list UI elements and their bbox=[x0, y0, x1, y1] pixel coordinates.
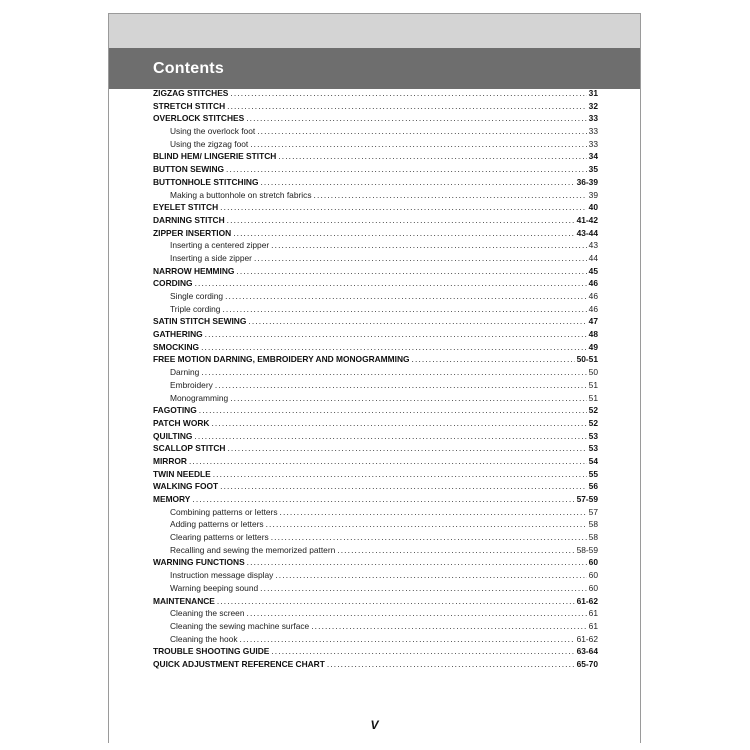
toc-entry-label: BLIND HEM/ LINGERIE STITCH bbox=[153, 151, 277, 162]
toc-entry[interactable] bbox=[153, 480, 598, 493]
toc-subentry[interactable] bbox=[153, 506, 598, 519]
toc-entry-label: TWIN NEEDLE bbox=[153, 468, 211, 479]
toc-entry-page: 60 bbox=[588, 582, 598, 593]
toc-entry-label: Using the zigzag foot bbox=[170, 138, 249, 149]
toc-entry-page: 53 bbox=[588, 430, 598, 441]
dot-leader bbox=[246, 112, 586, 125]
toc-entry[interactable] bbox=[153, 163, 598, 176]
toc-entry-label: PATCH WORK bbox=[153, 417, 210, 428]
toc-entry[interactable] bbox=[153, 341, 598, 354]
dot-leader bbox=[247, 607, 587, 620]
toc-entry-label: MEMORY bbox=[153, 494, 191, 504]
toc-subentry[interactable] bbox=[153, 620, 598, 633]
toc-entry[interactable] bbox=[153, 214, 598, 227]
toc-subentry[interactable] bbox=[153, 569, 598, 582]
toc-entry-label: Using the overlock foot bbox=[170, 126, 256, 137]
dot-leader bbox=[227, 214, 575, 227]
toc-entry[interactable] bbox=[153, 201, 598, 214]
toc-entry-page: 58 bbox=[588, 519, 598, 530]
toc-entry-label: Inserting a side zipper bbox=[170, 252, 252, 263]
toc-entry-page: 60 bbox=[588, 570, 598, 581]
toc-entry-page: 52 bbox=[588, 405, 598, 416]
toc-entry-page: 43 bbox=[588, 240, 598, 251]
title-bar bbox=[109, 48, 640, 89]
toc-entry[interactable] bbox=[153, 328, 598, 341]
toc-entry-label: Inserting a centered zipper bbox=[170, 240, 270, 251]
dot-leader bbox=[215, 379, 587, 392]
toc-entry-label: Warning beeping sound bbox=[170, 582, 259, 593]
toc-entry-page: 43-44 bbox=[576, 227, 598, 238]
dot-leader bbox=[227, 100, 587, 113]
dot-leader bbox=[192, 493, 574, 506]
dot-leader bbox=[271, 239, 587, 252]
toc-entry[interactable] bbox=[153, 556, 598, 569]
toc-entry-page: 46 bbox=[588, 278, 598, 289]
toc-entry[interactable] bbox=[153, 150, 598, 163]
toc-entry-label: OVERLOCK STITCHES bbox=[153, 113, 245, 124]
toc-entry-label: SMOCKING bbox=[153, 341, 200, 352]
toc-entry-label: Clearing patterns or letters bbox=[170, 532, 269, 543]
toc-entry[interactable] bbox=[153, 645, 598, 658]
table-of-contents bbox=[153, 87, 598, 671]
toc-entry-page: 36-39 bbox=[576, 176, 598, 187]
toc-entry-page: 44 bbox=[588, 252, 598, 263]
toc-entry-page: 57 bbox=[588, 506, 598, 517]
toc-entry-label: DARNING STITCH bbox=[153, 214, 225, 225]
toc-entry-label: BUTTON SEWING bbox=[153, 164, 225, 175]
toc-entry-label: WALKING FOOT bbox=[153, 481, 219, 492]
toc-entry-label: QUILTING bbox=[153, 430, 193, 441]
toc-entry-page: 61-62 bbox=[576, 595, 598, 606]
dot-leader bbox=[271, 645, 574, 658]
toc-entry-page: 46 bbox=[588, 303, 598, 314]
toc-entry-label: Monogramming bbox=[170, 392, 229, 403]
toc-entry-page: 49 bbox=[588, 341, 598, 352]
dot-leader bbox=[278, 150, 586, 163]
toc-entry-label: FAGOTING bbox=[153, 405, 197, 416]
toc-entry-label: Cleaning the screen bbox=[170, 608, 245, 619]
toc-entry-label: Embroidery bbox=[170, 379, 213, 390]
document-page bbox=[108, 13, 641, 743]
dot-leader bbox=[233, 227, 574, 240]
dot-leader bbox=[225, 290, 587, 303]
toc-entry-page: 56 bbox=[588, 481, 598, 492]
toc-subentry[interactable] bbox=[153, 392, 598, 405]
dot-leader bbox=[311, 620, 586, 633]
dot-leader bbox=[201, 366, 586, 379]
dot-leader bbox=[201, 341, 587, 354]
page-title: Contents bbox=[153, 59, 224, 77]
toc-subentry[interactable] bbox=[153, 607, 598, 620]
toc-entry-label: MIRROR bbox=[153, 455, 187, 466]
toc-subentry[interactable] bbox=[153, 531, 598, 544]
dot-leader bbox=[240, 633, 575, 646]
dot-leader bbox=[220, 480, 587, 493]
toc-entry-label: WARNING FUNCTIONS bbox=[153, 557, 245, 568]
toc-entry-page: 31 bbox=[588, 88, 598, 98]
toc-subentry[interactable] bbox=[153, 582, 598, 595]
toc-entry[interactable] bbox=[153, 87, 598, 100]
toc-entry-page: 47 bbox=[588, 316, 598, 327]
dot-leader bbox=[222, 303, 586, 316]
toc-entry[interactable] bbox=[153, 100, 598, 113]
dot-leader bbox=[217, 595, 575, 608]
toc-entry-label: QUICK ADJUSTMENT REFERENCE CHART bbox=[153, 658, 325, 669]
toc-entry-label: EYELET STITCH bbox=[153, 202, 219, 213]
toc-entry-page: 57-59 bbox=[576, 494, 598, 504]
toc-entry-page: 48 bbox=[588, 329, 598, 340]
toc-subentry[interactable] bbox=[153, 290, 598, 303]
dot-leader bbox=[227, 442, 586, 455]
dot-leader bbox=[247, 556, 587, 569]
toc-entry-page: 40 bbox=[588, 202, 598, 213]
toc-entry[interactable] bbox=[153, 277, 598, 290]
toc-subentry[interactable] bbox=[153, 189, 598, 202]
toc-subentry[interactable] bbox=[153, 303, 598, 316]
dot-leader bbox=[314, 189, 587, 202]
toc-entry[interactable] bbox=[153, 176, 598, 189]
toc-entry[interactable] bbox=[153, 430, 598, 443]
toc-subentry[interactable] bbox=[153, 239, 598, 252]
toc-entry[interactable] bbox=[153, 658, 598, 671]
toc-entry-page: 63-64 bbox=[576, 646, 598, 657]
header-band bbox=[109, 14, 640, 48]
dot-leader bbox=[250, 138, 586, 151]
toc-entry-page: 61 bbox=[588, 620, 598, 631]
toc-entry-page: 52 bbox=[588, 417, 598, 428]
dot-leader bbox=[230, 87, 586, 100]
dot-leader bbox=[213, 468, 587, 481]
toc-entry-page: 41-42 bbox=[576, 214, 598, 225]
dot-leader bbox=[248, 315, 586, 328]
toc-entry-label: Making a buttonhole on stretch fabrics bbox=[170, 189, 312, 200]
toc-entry-label: Adding patterns or letters bbox=[170, 519, 264, 530]
toc-entry-label: Darning bbox=[170, 367, 200, 378]
toc-entry-label: GATHERING bbox=[153, 329, 203, 340]
toc-entry-label: Combining patterns or letters bbox=[170, 506, 278, 517]
toc-entry-page: 53 bbox=[588, 443, 598, 454]
dot-leader bbox=[266, 518, 587, 531]
toc-entry-page: 58 bbox=[588, 532, 598, 543]
toc-entry-label: MAINTENANCE bbox=[153, 595, 215, 606]
dot-leader bbox=[195, 277, 587, 290]
dot-leader bbox=[236, 265, 586, 278]
toc-entry-label: Triple cording bbox=[170, 303, 221, 314]
toc-entry-label: Cleaning the hook bbox=[170, 633, 238, 644]
toc-entry-label: STRETCH STITCH bbox=[153, 100, 226, 111]
toc-entry-page: 51 bbox=[588, 379, 598, 390]
toc-entry[interactable] bbox=[153, 404, 598, 417]
toc-entry-page: 55 bbox=[588, 468, 598, 479]
toc-entry-page: 46 bbox=[588, 291, 598, 301]
toc-entry-page: 61-62 bbox=[576, 633, 598, 644]
dot-leader bbox=[337, 544, 574, 557]
toc-entry-label: SCALLOP STITCH bbox=[153, 443, 226, 454]
toc-entry-page: 45 bbox=[588, 265, 598, 276]
toc-entry-label: FREE MOTION DARNING, EMBROIDERY AND MONOGRAMMING bbox=[153, 354, 410, 365]
dot-leader bbox=[260, 176, 574, 189]
dot-leader bbox=[280, 506, 587, 519]
toc-entry[interactable] bbox=[153, 595, 598, 608]
toc-entry-page: 33 bbox=[588, 126, 598, 137]
toc-entry-page: 50-51 bbox=[576, 354, 598, 365]
toc-entry[interactable] bbox=[153, 468, 598, 481]
dot-leader bbox=[220, 201, 587, 214]
toc-entry-page: 54 bbox=[588, 455, 598, 466]
toc-entry-label: Single cording bbox=[170, 291, 224, 301]
toc-entry-page: 33 bbox=[588, 113, 598, 124]
toc-entry[interactable] bbox=[153, 417, 598, 430]
toc-entry[interactable] bbox=[153, 353, 598, 366]
toc-entry-label: CORDING bbox=[153, 278, 193, 289]
dot-leader bbox=[271, 531, 587, 544]
toc-entry[interactable] bbox=[153, 112, 598, 125]
dot-leader bbox=[211, 417, 586, 430]
toc-entry[interactable] bbox=[153, 227, 598, 240]
toc-subentry[interactable] bbox=[153, 366, 598, 379]
dot-leader bbox=[275, 569, 586, 582]
toc-entry-page: 32 bbox=[588, 100, 598, 111]
toc-entry-label: Cleaning the sewing machine surface bbox=[170, 620, 310, 631]
dot-leader bbox=[226, 163, 587, 176]
dot-leader bbox=[205, 328, 587, 341]
toc-entry-page: 33 bbox=[588, 138, 598, 149]
toc-entry-label: TROUBLE SHOOTING GUIDE bbox=[153, 646, 270, 657]
dot-leader bbox=[260, 582, 587, 595]
dot-leader bbox=[257, 125, 586, 138]
toc-entry-page: 39 bbox=[588, 189, 598, 200]
toc-subentry[interactable] bbox=[153, 379, 598, 392]
dot-leader bbox=[327, 658, 575, 671]
toc-subentry[interactable] bbox=[153, 125, 598, 138]
dot-leader bbox=[189, 455, 587, 468]
toc-subentry[interactable] bbox=[153, 544, 598, 557]
toc-entry-page: 61 bbox=[588, 608, 598, 619]
toc-entry-page: 34 bbox=[588, 151, 598, 162]
toc-entry-label: NARROW HEMMING bbox=[153, 265, 235, 276]
dot-leader bbox=[230, 392, 586, 405]
toc-entry-label: Recalling and sewing the memorized pattern bbox=[170, 544, 336, 555]
toc-entry-page: 65-70 bbox=[576, 658, 598, 669]
toc-entry-label: ZIPPER INSERTION bbox=[153, 227, 232, 238]
toc-entry-label: SATIN STITCH SEWING bbox=[153, 316, 247, 327]
toc-subentry[interactable] bbox=[153, 518, 598, 531]
toc-entry-page: 35 bbox=[588, 164, 598, 175]
toc-entry-label: ZIGZAG STITCHES bbox=[153, 88, 229, 98]
dot-leader bbox=[194, 430, 586, 443]
toc-entry[interactable] bbox=[153, 493, 598, 506]
toc-entry[interactable] bbox=[153, 455, 598, 468]
toc-entry-page: 50 bbox=[588, 367, 598, 378]
toc-subentry[interactable] bbox=[153, 633, 598, 646]
toc-entry-label: BUTTONHOLE STITCHING bbox=[153, 176, 259, 187]
toc-subentry[interactable] bbox=[153, 252, 598, 265]
toc-entry[interactable] bbox=[153, 442, 598, 455]
toc-entry[interactable] bbox=[153, 265, 598, 278]
dot-leader bbox=[412, 353, 575, 366]
page-number: V bbox=[370, 718, 379, 732]
toc-entry[interactable] bbox=[153, 315, 598, 328]
toc-entry-page: 51 bbox=[588, 392, 598, 403]
toc-entry-label: Instruction message display bbox=[170, 570, 274, 581]
dot-leader bbox=[254, 252, 587, 265]
dot-leader bbox=[199, 404, 587, 417]
toc-entry-page: 58-59 bbox=[576, 544, 598, 555]
toc-subentry[interactable] bbox=[153, 138, 598, 151]
toc-entry-page: 60 bbox=[588, 557, 598, 568]
